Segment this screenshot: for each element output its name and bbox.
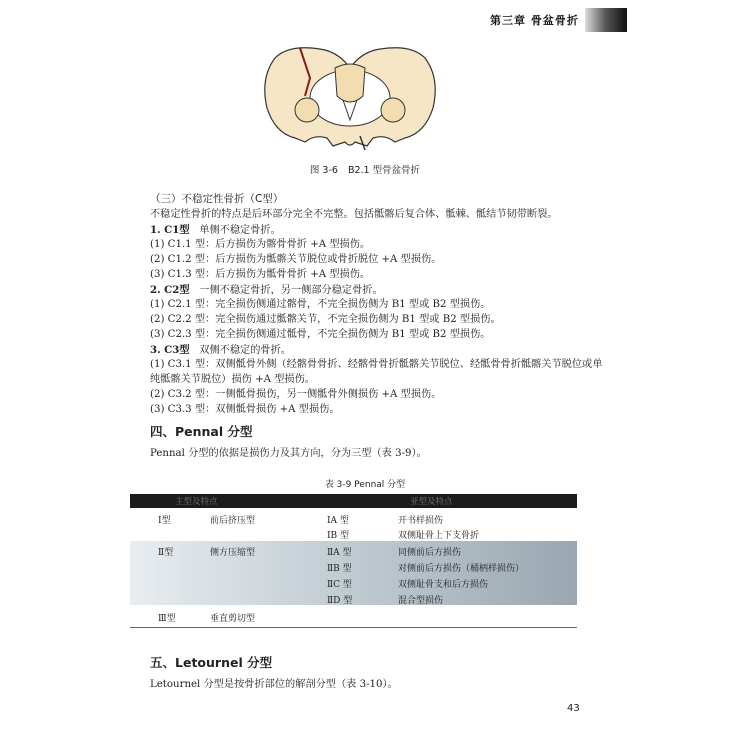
figure-title: B2.1 型骨盆骨折: [347, 165, 421, 176]
section-c-intro: 不稳定性骨折的特点是后环部分完全不完整。包括骶髂后复合体、骶棘、骶结节韧带断裂。: [150, 209, 558, 220]
c2-3: (3) C2.3 型：完全损伤侧通过骶骨，不完全损伤侧为 B1 型或 B2 型损伤。: [150, 329, 491, 340]
table-cell-type: Ⅰ型: [158, 516, 171, 526]
table-cell-desc: 混合型损伤: [398, 596, 444, 606]
table-cell-sub: ⅠA 型: [327, 516, 349, 526]
c1-desc: 单侧不稳定骨折。: [199, 225, 281, 236]
letournel-heading: 五、Letournel 分型: [150, 655, 273, 670]
table-cell-desc: 双侧耻骨支和后方损伤: [398, 580, 489, 590]
page-number: 43: [567, 703, 580, 714]
table-cell-type: Ⅲ型: [158, 614, 176, 624]
c3-2: (2) C3.2 型：一侧骶骨损伤，另一侧骶骨外侧损伤 +A 型损伤。: [150, 389, 442, 400]
c1-2: (2) C1.2 型：后方损伤为骶髂关节脱位或骨折脱位 +A 型损伤。: [150, 254, 442, 265]
table-cell-sub: ⅡC 型: [327, 580, 352, 590]
table-cell-feature: 侧方压缩型: [210, 548, 256, 558]
c1-1: (1) C1.1 型：后方损伤为髂骨骨折 +A 型损伤。: [150, 239, 371, 250]
pelvis-illustration: [255, 38, 445, 158]
c3-heading: 3. C3型: [150, 344, 190, 356]
table-cell-feature: 垂直剪切型: [210, 614, 256, 624]
c1-heading: 1. C1型: [150, 224, 190, 236]
section-c-heading: （三）不稳定性骨折（C型）: [150, 193, 284, 205]
pennal-intro: Pennal 分型的依据是损伤力及其方向，分为三型（表 3-9）。: [150, 448, 427, 459]
table-cell-desc: 对侧前后方损伤（桶柄样损伤）: [398, 564, 525, 574]
table-header-row: [130, 494, 577, 508]
c3-desc: 双侧不稳定的骨折。: [199, 345, 291, 356]
figure-caption: [0, 162, 730, 176]
table-cell-desc: 双侧耻骨上下支骨折: [398, 531, 480, 541]
c3-3: (3) C3.3 型：双侧骶骨损伤 +A 型损伤。: [150, 404, 340, 415]
c2-1: (1) C2.1 型：完全损伤侧通过髂骨，不完全损伤侧为 B1 型或 B2 型损伤。: [150, 299, 491, 310]
table-header-sub: 亚型及特点: [410, 497, 453, 507]
c2-heading: 2. C2型: [150, 284, 190, 296]
chapter-title: 第三章 骨盆骨折: [490, 14, 579, 27]
letournel-intro: Letournel 分型是按骨折部位的解剖分型（表 3-10）。: [150, 679, 398, 690]
table-bottom-rule: [130, 627, 577, 628]
pennal-heading: 四、Pennal 分型: [150, 424, 253, 439]
figure-number: 图 3-6: [309, 165, 338, 176]
c1-3: (3) C1.3 型：后方损伤为骶骨骨折 +A 型损伤。: [150, 269, 371, 280]
table-cell-sub: ⅡA 型: [327, 548, 352, 558]
c2-2: (2) C2.2 型：完全损伤通过骶髂关节，不完全损伤侧为 B1 型或 B2 型损伤。: [150, 314, 501, 325]
table-cell-type: Ⅱ型: [158, 548, 174, 558]
c2-desc: 一侧不稳定骨折，另一侧部分稳定骨折。: [199, 285, 383, 296]
table-cell-feature: 前后挤压型: [210, 516, 256, 526]
table-cell-sub: ⅠB 型: [327, 531, 350, 541]
table-caption: 表 3-9 Pennal 分型: [324, 480, 406, 490]
table-cell-sub: ⅡB 型: [327, 564, 352, 574]
table-cell-desc: 开书样损伤: [398, 516, 444, 526]
pennal-table: [130, 494, 577, 628]
table-cell-sub: ⅡD 型: [327, 596, 353, 606]
table-cell-desc: 同侧前后方损伤: [398, 548, 462, 558]
header-gradient-bar: [585, 8, 627, 32]
c3-1b: 纯骶髂关节脱位）损伤 +A 型损伤。: [150, 374, 315, 385]
c3-1a: (1) C3.1 型：双侧骶骨外侧（经髂骨骨折、经髂骨骨折骶髂关节脱位、经骶骨骨折骶髂关节脱位或单: [150, 359, 603, 370]
table-header-main: 主型及特点: [175, 497, 218, 507]
